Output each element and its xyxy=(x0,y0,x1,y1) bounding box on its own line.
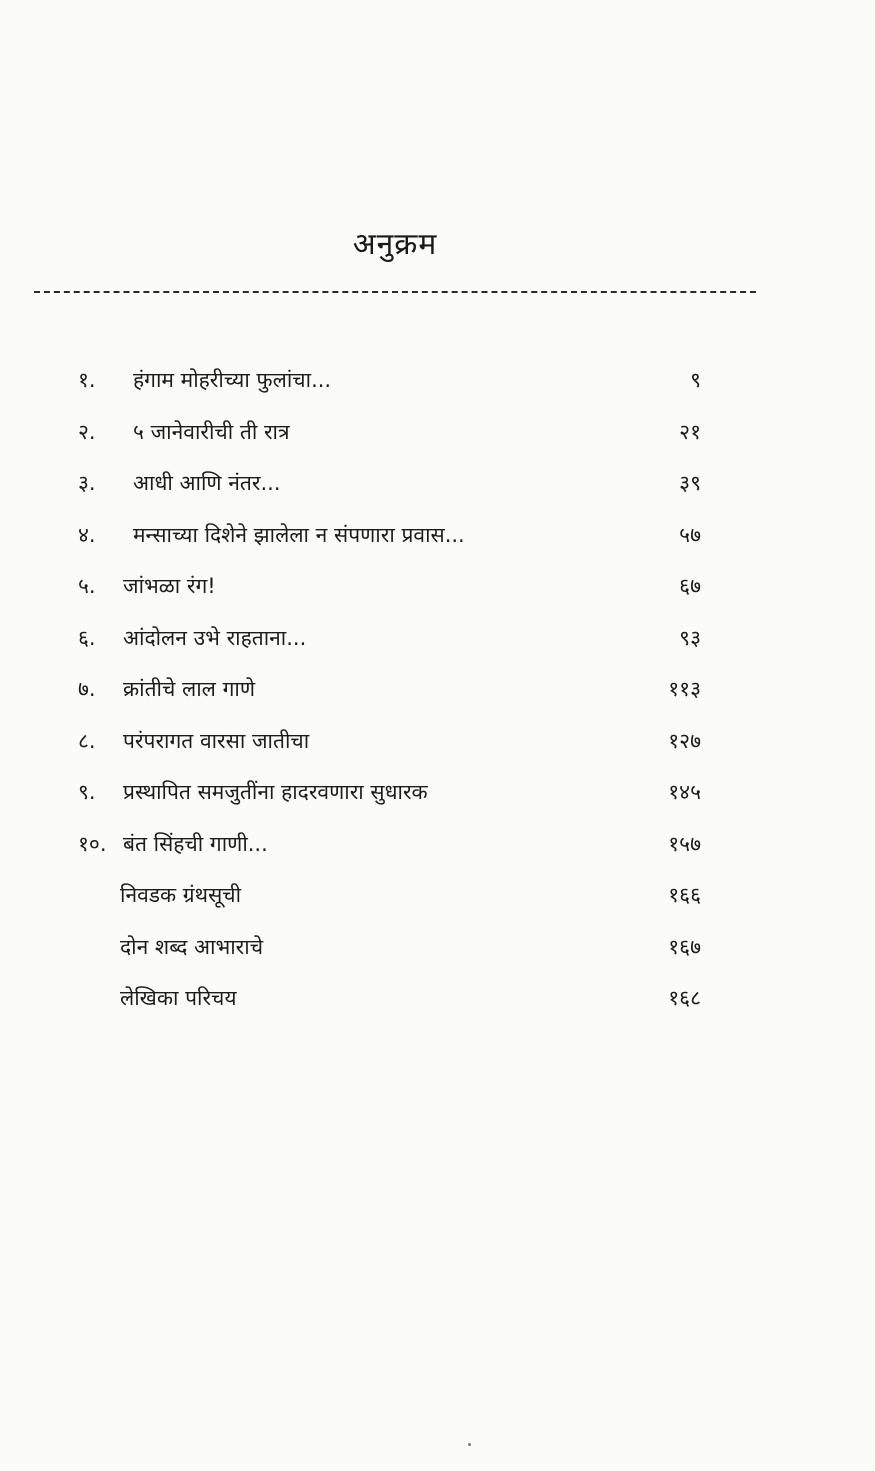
toc-entry xyxy=(0,978,875,1030)
entry-number: ५. xyxy=(78,574,96,598)
entry-title: निवडक ग्रंथसूची xyxy=(120,883,242,907)
entry-title: हंगाम मोहरीच्या फुलांचा... xyxy=(133,368,332,392)
entry-number: ७. xyxy=(78,677,96,701)
toc-entry xyxy=(0,618,875,670)
toc-entry xyxy=(0,824,875,876)
print-speck xyxy=(468,1443,471,1446)
toc-entry xyxy=(0,721,875,773)
entry-page-number: २१ xyxy=(679,419,701,444)
entry-title: परंपरागत वारसा जातीचा xyxy=(123,728,310,753)
entry-page-number: १६६ xyxy=(668,883,701,907)
toc-entry xyxy=(0,566,875,618)
entry-title: प्रस्थापित समजुतींना हादरवणारा सुधारक xyxy=(123,780,428,804)
toc-entry xyxy=(0,772,875,824)
dashed-divider xyxy=(34,291,756,293)
entry-number: ९. xyxy=(78,780,96,804)
entry-page-number: ५७ xyxy=(679,522,701,547)
entry-page-number: १५७ xyxy=(668,831,701,856)
entry-page-number: १६८ xyxy=(668,986,701,1010)
toc-title: अनुक्रम xyxy=(352,227,438,262)
toc-entry xyxy=(0,669,875,721)
entry-title: मन्साच्या दिशेने झालेला न संपणारा प्रवास... xyxy=(133,522,465,547)
entry-page-number: ११३ xyxy=(668,677,701,701)
toc-entry xyxy=(0,360,875,412)
entry-number: १. xyxy=(78,368,96,392)
entry-number: ३. xyxy=(78,471,96,495)
entry-page-number: ३९ xyxy=(679,471,701,495)
entry-page-number: ९३ xyxy=(679,625,701,650)
toc-entry xyxy=(0,463,875,515)
toc-entry xyxy=(0,412,875,464)
entry-page-number: १६७ xyxy=(668,934,701,959)
toc-entry xyxy=(0,515,875,567)
entry-title: आधी आणि नंतर... xyxy=(133,471,281,495)
entry-number: ८. xyxy=(78,728,96,753)
entry-title: दोन शब्द आभाराचे xyxy=(120,934,264,959)
entry-title: लेखिका परिचय xyxy=(120,986,237,1010)
entry-page-number: ६७ xyxy=(679,574,701,598)
entry-number: ४. xyxy=(78,522,96,547)
entry-number: १०. xyxy=(78,831,107,856)
entry-page-number: ९ xyxy=(690,368,701,392)
entry-number: २. xyxy=(78,419,96,444)
entry-page-number: १२७ xyxy=(668,728,701,753)
toc-entry xyxy=(0,927,875,979)
table-of-contents xyxy=(0,360,875,1030)
entry-title: बंत सिंहची गाणी... xyxy=(123,831,268,856)
entry-title: ५ जानेवारीची ती रात्र xyxy=(133,419,290,444)
entry-title: जांभळा रंग! xyxy=(123,574,216,598)
entry-title: आंदोलन उभे राहताना... xyxy=(123,625,307,650)
entry-title: क्रांतीचे लाल गाणे xyxy=(123,677,256,701)
entry-page-number: १४५ xyxy=(668,780,701,804)
toc-entry xyxy=(0,875,875,927)
entry-number: ६. xyxy=(78,625,96,650)
